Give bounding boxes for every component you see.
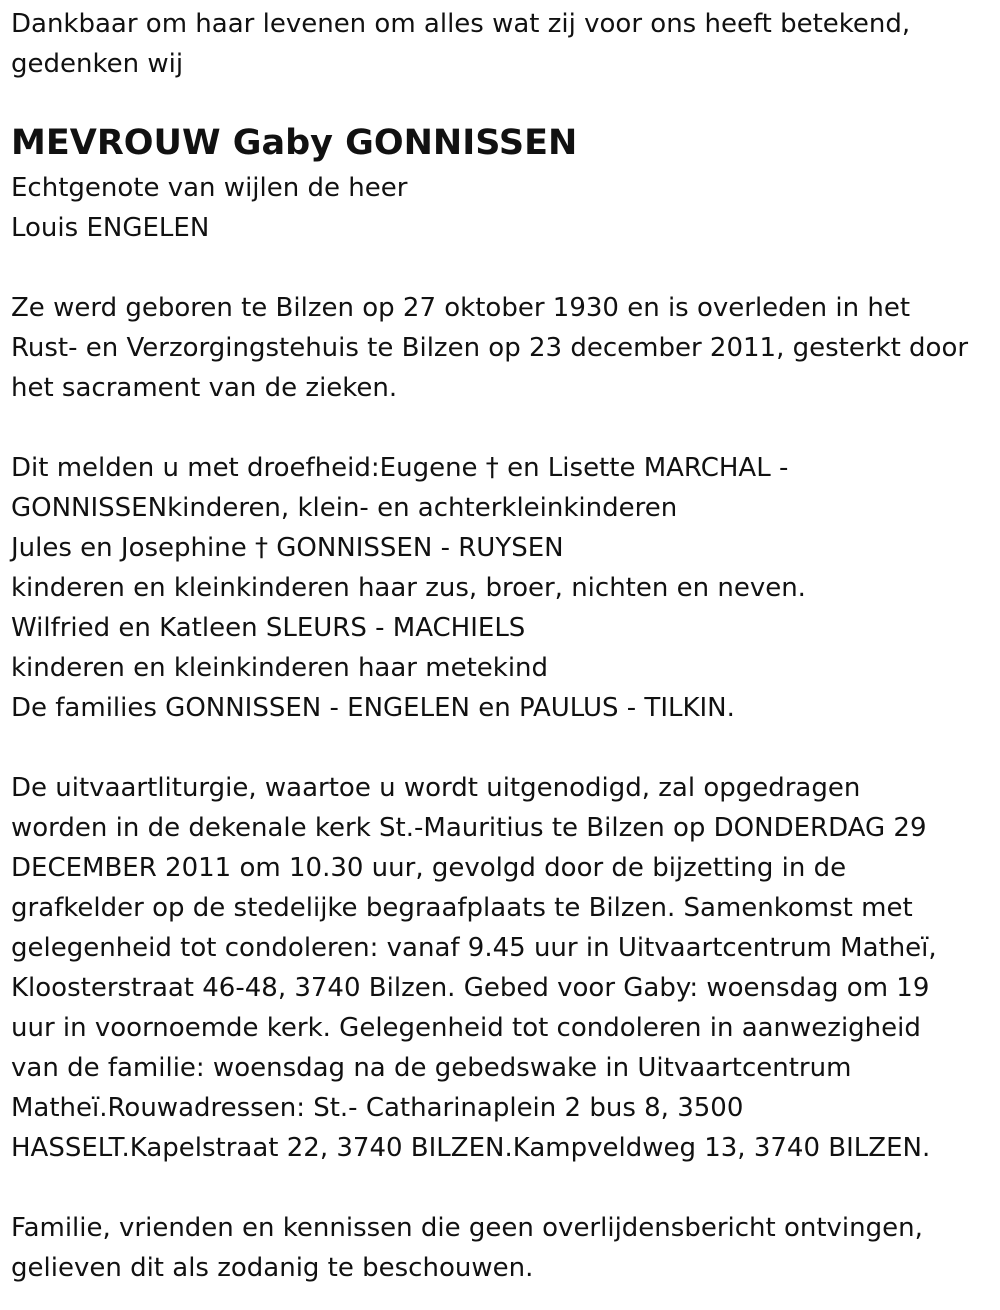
text-line: kinderen en kleinkinderen haar zus, broer, nichten en neven. [11, 573, 806, 603]
text-line: Kloosterstraat 46-48, 3740 Bilzen. Gebed voor Gaby: woensdag om 19 [11, 973, 930, 1003]
text-line: uur in voornoemde kerk. Gelegenheid tot condoleren in aanwezigheid [11, 1013, 921, 1043]
text-line: grafkelder op de stedelijke begraafplaats te Bilzen. Samenkomst met [11, 893, 913, 923]
text-line: gedenken wij [11, 49, 184, 79]
paragraph-gap [11, 248, 1000, 288]
paragraph-gap [11, 408, 1000, 448]
funeral-paragraph [11, 768, 1000, 1168]
deceased-name: MEVROUW Gaby GONNISSEN [11, 123, 578, 163]
text-line: De uitvaartliturgie, waartoe u wordt uitgenodigd, zal opgedragen [11, 773, 861, 803]
text-line: gelieven dit als zodanig te beschouwen. [11, 1253, 534, 1283]
text-line: Rust- en Verzorgingstehuis te Bilzen op 23 december 2011, gesterkt door [11, 333, 969, 363]
text-line: worden in de dekenale kerk St.-Mauritius te Bilzen op DONDERDAG 29 [11, 813, 927, 843]
text-line: Matheï.Rouwadressen: St.- Catharinaplein 2 bus 8, 3500 [11, 1093, 744, 1123]
text-line: Familie, vrienden en kennissen die geen overlijdensbericht ontvingen, [11, 1213, 923, 1243]
spouse-paragraph [11, 168, 1000, 248]
text-line: van de familie: woensdag na de gebedswake in Uitvaartcentrum [11, 1053, 852, 1083]
text-line: DECEMBER 2011 om 10.30 uur, gevolgd door de bijzetting in de [11, 853, 847, 883]
intro-paragraph [11, 4, 1000, 84]
paragraph-gap [11, 728, 1000, 768]
text-line: Echtgenote van wijlen de heer [11, 173, 408, 203]
text-line: Louis ENGELEN [11, 213, 210, 243]
mourners-paragraph [11, 448, 1000, 728]
text-line: kinderen en kleinkinderen haar metekind [11, 653, 549, 683]
text-line: Jules en Josephine † GONNISSEN - RUYSEN [11, 533, 564, 563]
birth-death-paragraph [11, 288, 1000, 408]
paragraph-gap [11, 1168, 1000, 1208]
closing-paragraph [11, 1208, 1000, 1288]
text-line: Wilfried en Katleen SLEURS - MACHIELS [11, 613, 526, 643]
text-line: Dankbaar om haar levenen om alles wat zij voor ons heeft betekend, [11, 9, 911, 39]
text-line: gelegenheid tot condoleren: vanaf 9.45 uur in Uitvaartcentrum Matheï, [11, 933, 937, 963]
text-line: HASSELT.Kapelstraat 22, 3740 BILZEN.Kampveldweg 13, 3740 BILZEN. [11, 1133, 931, 1163]
text-line: Ze werd geboren te Bilzen op 27 oktober 1930 en is overleden in het [11, 293, 911, 323]
text-line: Dit melden u met droefheid:Eugene † en Lisette MARCHAL - [11, 453, 789, 483]
text-line: het sacrament van de zieken. [11, 373, 398, 403]
text-line: De families GONNISSEN - ENGELEN en PAULUS - TILKIN. [11, 693, 735, 723]
text-line: GONNISSENkinderen, klein- en achterkleinkinderen [11, 493, 678, 523]
